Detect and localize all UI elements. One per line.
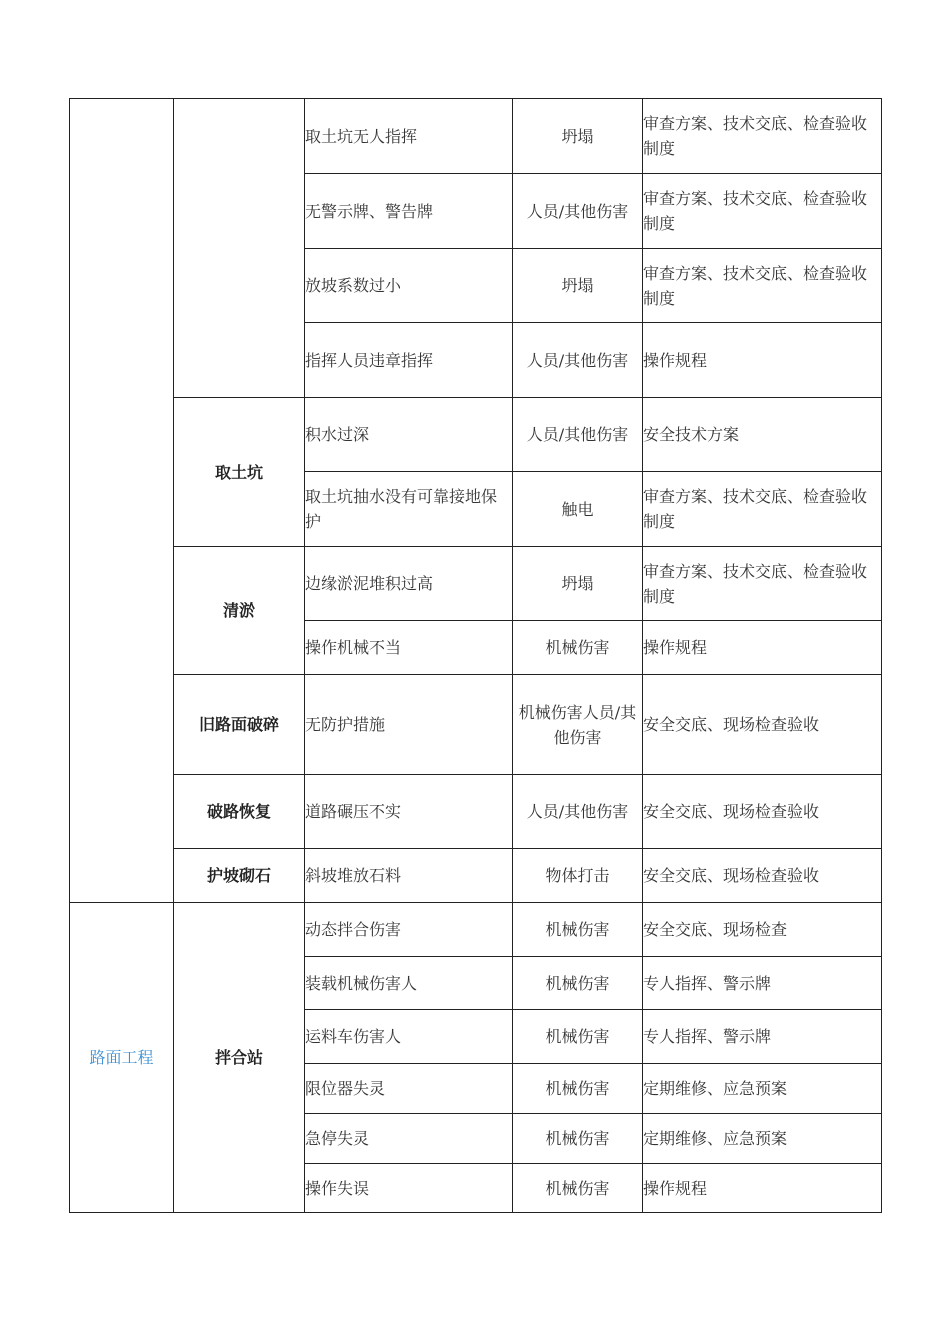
control-measure: 审查方案、技术交底、检查验收制度 — [643, 99, 882, 174]
hazard-item: 无警示牌、警告牌 — [305, 174, 513, 249]
table-row — [70, 675, 882, 775]
subproject-label: 旧路面破碎 — [174, 675, 305, 775]
control-measure: 操作规程 — [643, 621, 882, 675]
table-row — [70, 99, 882, 174]
accident-type: 机械伤害 — [513, 1010, 643, 1064]
subproject-cell-empty — [174, 99, 305, 398]
control-measure: 定期维修、应急预案 — [643, 1114, 882, 1164]
hazard-item: 道路碾压不实 — [305, 775, 513, 849]
hazard-item: 操作机械不当 — [305, 621, 513, 675]
control-measure: 定期维修、应急预案 — [643, 1064, 882, 1114]
hazard-item: 边缘淤泥堆积过高 — [305, 547, 513, 621]
hazard-item: 斜坡堆放石料 — [305, 849, 513, 903]
table-row — [70, 398, 882, 472]
hazard-item: 装载机械伤害人 — [305, 957, 513, 1010]
hazard-item: 急停失灵 — [305, 1114, 513, 1164]
control-measure: 操作规程 — [643, 1164, 882, 1213]
table-row — [70, 775, 882, 849]
accident-type: 人员/其他伤害 — [513, 323, 643, 398]
accident-type: 机械伤害 — [513, 621, 643, 675]
accident-type: 人员/其他伤害 — [513, 775, 643, 849]
hazard-item: 取土坑抽水没有可靠接地保护 — [305, 472, 513, 547]
accident-type: 机械伤害人员/其他伤害 — [513, 675, 643, 775]
control-measure: 专人指挥、警示牌 — [643, 1010, 882, 1064]
control-measure: 审查方案、技术交底、检查验收制度 — [643, 547, 882, 621]
accident-type: 机械伤害 — [513, 1164, 643, 1213]
accident-type: 物体打击 — [513, 849, 643, 903]
hazard-item: 限位器失灵 — [305, 1064, 513, 1114]
subproject-label: 拌合站 — [174, 903, 305, 1213]
control-measure: 审查方案、技术交底、检查验收制度 — [643, 249, 882, 323]
hazard-item: 运料车伤害人 — [305, 1010, 513, 1064]
control-measure: 操作规程 — [643, 323, 882, 398]
control-measure: 专人指挥、警示牌 — [643, 957, 882, 1010]
project-label: 路面工程 — [70, 903, 174, 1213]
control-measure: 安全交底、现场检查验收 — [643, 849, 882, 903]
control-measure: 安全交底、现场检查 — [643, 903, 882, 957]
control-measure: 审查方案、技术交底、检查验收制度 — [643, 472, 882, 547]
hazard-item: 操作失误 — [305, 1164, 513, 1213]
control-measure: 安全技术方案 — [643, 398, 882, 472]
project-cell-empty — [70, 99, 174, 903]
accident-type: 人员/其他伤害 — [513, 174, 643, 249]
table-row — [70, 849, 882, 903]
hazard-item: 动态拌合伤害 — [305, 903, 513, 957]
accident-type: 机械伤害 — [513, 903, 643, 957]
accident-type: 机械伤害 — [513, 957, 643, 1010]
risk-table — [69, 98, 882, 1213]
subproject-label: 护坡砌石 — [174, 849, 305, 903]
control-measure: 安全交底、现场检查验收 — [643, 775, 882, 849]
control-measure: 安全交底、现场检查验收 — [643, 675, 882, 775]
accident-type: 人员/其他伤害 — [513, 398, 643, 472]
table-row — [70, 903, 882, 957]
accident-type: 坍塌 — [513, 99, 643, 174]
hazard-item: 放坡系数过小 — [305, 249, 513, 323]
subproject-label: 取土坑 — [174, 398, 305, 547]
accident-type: 机械伤害 — [513, 1064, 643, 1114]
accident-type: 坍塌 — [513, 249, 643, 323]
hazard-item: 取土坑无人指挥 — [305, 99, 513, 174]
accident-type: 机械伤害 — [513, 1114, 643, 1164]
hazard-item: 指挥人员违章指挥 — [305, 323, 513, 398]
accident-type: 触电 — [513, 472, 643, 547]
accident-type: 坍塌 — [513, 547, 643, 621]
hazard-item: 无防护措施 — [305, 675, 513, 775]
control-measure: 审查方案、技术交底、检查验收制度 — [643, 174, 882, 249]
table-row — [70, 547, 882, 621]
hazard-item: 积水过深 — [305, 398, 513, 472]
subproject-label: 破路恢复 — [174, 775, 305, 849]
subproject-label: 清淤 — [174, 547, 305, 675]
